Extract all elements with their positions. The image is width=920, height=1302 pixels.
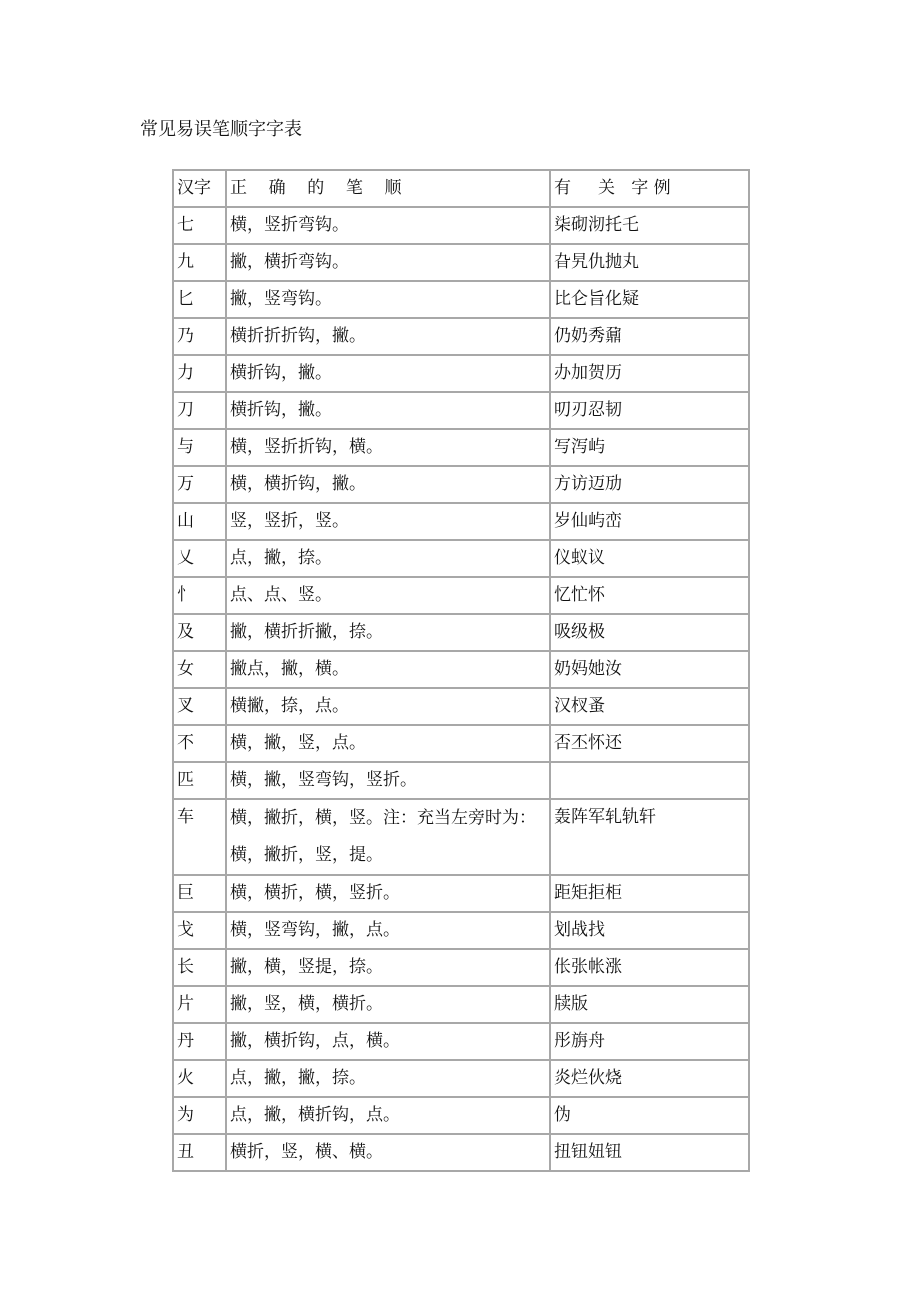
stroke-order-table: [172, 169, 750, 1172]
stroke-order-cell: 撇，横，竖提，捺。: [226, 949, 550, 986]
table-row: [173, 799, 749, 875]
table-row: [173, 688, 749, 725]
table-row: [173, 540, 749, 577]
stroke-order-cell: 横折钩，撇。: [226, 392, 550, 429]
table-row: [173, 466, 749, 503]
examples-cell: 奶妈她汝: [550, 651, 749, 688]
table-row: [173, 355, 749, 392]
stroke-order-cell: 撇，横折弯钩。: [226, 244, 550, 281]
examples-cell: 吸级极: [550, 614, 749, 651]
stroke-order-cell: 横，横折钩，撇。: [226, 466, 550, 503]
character-cell: 火: [173, 1060, 226, 1097]
table-row: [173, 1097, 749, 1134]
table-row: [173, 244, 749, 281]
examples-cell: 距矩拒柜: [550, 875, 749, 912]
stroke-order-cell: 撇，竖，横，横折。: [226, 986, 550, 1023]
stroke-order-cell: 横，撇折，横，竖。注：充当左旁时为：横，撇折，竖，提。: [226, 799, 550, 875]
stroke-order-cell: 横撇，捺，点。: [226, 688, 550, 725]
table-row: [173, 318, 749, 355]
examples-cell: 伪: [550, 1097, 749, 1134]
page-title: 常见易误笔顺字字表: [140, 119, 302, 140]
table-row: [173, 651, 749, 688]
table-row: [173, 986, 749, 1023]
stroke-order-cell: 点、点、竖。: [226, 577, 550, 614]
character-cell: 长: [173, 949, 226, 986]
examples-cell: 叨刃忍韧: [550, 392, 749, 429]
examples-cell: 柒砌沏托乇: [550, 207, 749, 244]
stroke-order-cell: 点，撇，横折钩，点。: [226, 1097, 550, 1134]
stroke-order-cell: 点，撇，撇，捺。: [226, 1060, 550, 1097]
character-cell: 及: [173, 614, 226, 651]
examples-cell: 旮旯仇抛丸: [550, 244, 749, 281]
examples-cell: 写泻屿: [550, 429, 749, 466]
table-row: [173, 875, 749, 912]
examples-cell: 划战找: [550, 912, 749, 949]
stroke-order-cell: 横，横折，横，竖折。: [226, 875, 550, 912]
character-cell: 为: [173, 1097, 226, 1134]
character-cell: 刀: [173, 392, 226, 429]
table-row: [173, 429, 749, 466]
table-row: [173, 281, 749, 318]
examples-cell: [550, 762, 749, 799]
table-row: [173, 1134, 749, 1171]
stroke-order-cell: 横，竖折折钩，横。: [226, 429, 550, 466]
character-cell: 车: [173, 799, 226, 875]
character-cell: 山: [173, 503, 226, 540]
stroke-order-cell: 横，竖折弯钩。: [226, 207, 550, 244]
stroke-order-cell: 撇点，撇，横。: [226, 651, 550, 688]
examples-cell: 彤旃舟: [550, 1023, 749, 1060]
table-row: [173, 503, 749, 540]
stroke-order-cell: 横折折折钩，撇。: [226, 318, 550, 355]
header-examples: 有 关 字 例: [550, 170, 749, 207]
header-stroke-order: 正 确 的 笔 顺: [226, 170, 550, 207]
character-cell: 匹: [173, 762, 226, 799]
character-cell: 不: [173, 725, 226, 762]
examples-cell: 仍奶秀鼐: [550, 318, 749, 355]
character-cell: 巨: [173, 875, 226, 912]
stroke-order-cell: 横，撇，竖，点。: [226, 725, 550, 762]
table-row: [173, 912, 749, 949]
stroke-order-cell: 横折钩，撇。: [226, 355, 550, 392]
stroke-order-cell: 撇，横折折撇，捺。: [226, 614, 550, 651]
character-cell: 万: [173, 466, 226, 503]
character-cell: 乃: [173, 318, 226, 355]
character-cell: 女: [173, 651, 226, 688]
stroke-order-cell: 点，撇，捺。: [226, 540, 550, 577]
table-row: [173, 614, 749, 651]
character-cell: 乂: [173, 540, 226, 577]
character-cell: 丹: [173, 1023, 226, 1060]
examples-cell: 否丕怀还: [550, 725, 749, 762]
examples-cell: 比仑旨化疑: [550, 281, 749, 318]
character-cell: 九: [173, 244, 226, 281]
character-cell: 叉: [173, 688, 226, 725]
stroke-order-cell: 撇，竖弯钩。: [226, 281, 550, 318]
examples-cell: 仪蚁议: [550, 540, 749, 577]
table-row: [173, 207, 749, 244]
table-row: [173, 1060, 749, 1097]
table-row: [173, 1023, 749, 1060]
table-row: [173, 949, 749, 986]
examples-cell: 汉杈蚤: [550, 688, 749, 725]
character-cell: 与: [173, 429, 226, 466]
character-cell: 戈: [173, 912, 226, 949]
examples-cell: 忆忙怀: [550, 577, 749, 614]
character-cell: 丑: [173, 1134, 226, 1171]
stroke-order-cell: 撇，横折钩，点，横。: [226, 1023, 550, 1060]
examples-cell: 方访迈劢: [550, 466, 749, 503]
character-cell: 力: [173, 355, 226, 392]
table-header-row: [173, 170, 749, 207]
stroke-order-cell: 横，竖弯钩，撇，点。: [226, 912, 550, 949]
examples-cell: 办加贺历: [550, 355, 749, 392]
stroke-order-cell: 横折，竖，横、横。: [226, 1134, 550, 1171]
table-row: [173, 725, 749, 762]
table-row: [173, 392, 749, 429]
stroke-order-cell: 竖，竖折，竖。: [226, 503, 550, 540]
stroke-order-cell: 横，撇，竖弯钩，竖折。: [226, 762, 550, 799]
examples-cell: 轰阵军轧轨轩: [550, 799, 749, 875]
header-character: 汉字: [173, 170, 226, 207]
table-row: [173, 577, 749, 614]
character-cell: 匕: [173, 281, 226, 318]
character-cell: 忄: [173, 577, 226, 614]
examples-cell: 炎烂伙烧: [550, 1060, 749, 1097]
character-cell: 七: [173, 207, 226, 244]
examples-cell: 岁仙屿峦: [550, 503, 749, 540]
examples-cell: 伥张帐涨: [550, 949, 749, 986]
table-row: [173, 762, 749, 799]
character-cell: 片: [173, 986, 226, 1023]
examples-cell: 扭钮妞钮: [550, 1134, 749, 1171]
examples-cell: 牍版: [550, 986, 749, 1023]
